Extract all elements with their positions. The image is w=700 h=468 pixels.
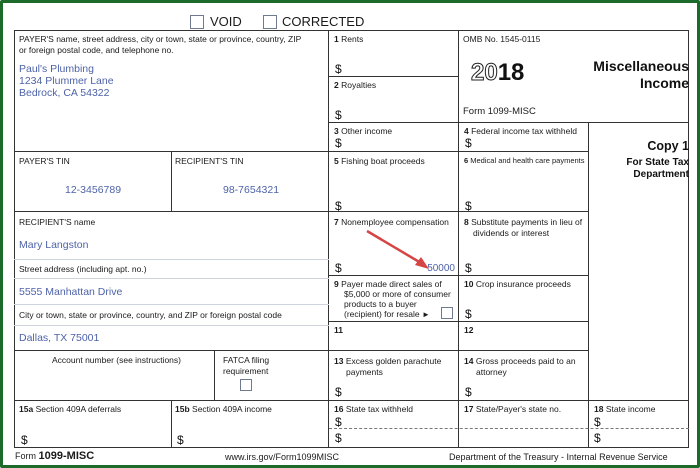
payer-city: Bedrock, CA 54322 [19, 87, 110, 99]
footer-form-prefix: Form [15, 451, 36, 461]
box-4-num: 4 [464, 126, 469, 136]
fatca-label-1: FATCA filing [223, 355, 270, 365]
form-title-line-1: Miscellaneous [593, 58, 689, 74]
box-15a-num: 15a [19, 404, 34, 414]
recipient-street-label: Street address (including apt. no.) [19, 264, 147, 274]
payer-tin: 12-3456789 [65, 184, 122, 196]
form-title-line-2: Income [639, 75, 689, 91]
box-10-dollar: $ [465, 307, 472, 321]
box-10-num: 10 [464, 279, 474, 289]
box-18-label: State income [605, 404, 656, 414]
account-label: Account number (see instructions) [52, 355, 181, 365]
box-9-label-1: Payer made direct sales of [341, 279, 442, 289]
recipient-name: Mary Langston [19, 239, 89, 251]
box-13-label-2: payments [346, 367, 383, 377]
box-14-label-1: Gross proceeds paid to an [475, 356, 576, 366]
footer-form-name: 1099-MISC [38, 450, 95, 462]
box-18-dollar-1: $ [594, 415, 601, 429]
fatca-checkbox[interactable] [240, 379, 252, 391]
form-title [563, 58, 689, 92]
box-7-dollar: $ [335, 261, 342, 275]
box-3-label: Other income [341, 126, 393, 136]
box-8-label-1: Substitute payments in lieu of [471, 217, 583, 227]
box-3-num: 3 [334, 126, 339, 136]
box-13-dollar: $ [335, 385, 342, 399]
box-1-dollar: $ [335, 62, 342, 76]
box-3-dollar: $ [335, 136, 342, 150]
box-18-dollar-2: $ [594, 431, 601, 445]
box-9-num: 9 [334, 279, 339, 289]
box-15b-label: Section 409A income [192, 404, 272, 414]
box-9-label-2: $5,000 or more of consumer [344, 289, 451, 299]
box-14-label-2: attorney [476, 367, 507, 377]
box-4-label: Federal income tax withheld [471, 126, 577, 136]
footer-dept: Department of the Treasury - Internal Revenue Service [449, 452, 668, 462]
box-15a-dollar: $ [21, 433, 28, 447]
box-2-dollar: $ [335, 108, 342, 122]
payer-street: 1234 Plummer Lane [19, 75, 114, 87]
fatca-label-2: requirement [223, 366, 269, 376]
box-5-num: 5 [334, 156, 339, 166]
box-10-label: Crop insurance proceeds [475, 279, 571, 289]
copy-designation [589, 138, 689, 181]
box-16-num: 16 [334, 404, 344, 414]
box-6-num: 6 [464, 156, 469, 165]
box-14-dollar: $ [465, 385, 472, 399]
box-9-label-4: (recipient) for resale [344, 309, 420, 319]
omb-form-name: Form 1099-MISC [463, 106, 536, 117]
box-11-num: 11 [334, 325, 343, 335]
box-13-num: 13 [334, 356, 344, 366]
box-1-label: Rents [341, 34, 364, 44]
recipient-name-label: RECIPIENT'S name [19, 217, 96, 227]
box-16-dollar-2: $ [335, 431, 342, 445]
box-8-label-2: dividends or interest [473, 228, 550, 238]
recipient-tin-label: RECIPIENT'S TIN [175, 156, 244, 166]
box-8-dollar: $ [465, 261, 472, 275]
recipient-city: Dallas, TX 75001 [19, 332, 100, 344]
corrected-checkbox[interactable] [263, 15, 277, 29]
box-6-dollar: $ [465, 199, 472, 213]
box-7-num: 7 [334, 217, 339, 227]
box-1-num: 1 [334, 34, 339, 44]
box-5-label: Fishing boat proceeds [341, 156, 425, 166]
box-4-dollar: $ [465, 136, 472, 150]
recipient-tin: 98-7654321 [223, 184, 280, 196]
box-7-label: Nonemployee compensation [341, 217, 449, 227]
box-15b-num: 15b [175, 404, 190, 414]
box-7-value: 50000 [427, 263, 455, 274]
footer-url: www.irs.gov/Form1099MISC [225, 452, 340, 462]
copy-title: Copy 1 [647, 139, 689, 153]
void-label: VOID [210, 14, 242, 29]
payer-label-2: or foreign postal code, and telephone no. [19, 45, 174, 55]
tax-year [471, 60, 524, 86]
box-5-dollar: $ [335, 199, 342, 213]
box-17-num: 17 [464, 404, 474, 414]
box-15a-label: Section 409A deferrals [35, 404, 122, 414]
box-9-arrow-icon: ► [421, 310, 430, 319]
payer-name: Paul's Plumbing [19, 63, 94, 75]
box-2-label: Royalties [341, 80, 377, 90]
box-15b-dollar: $ [177, 433, 184, 447]
recipient-street: 5555 Manhattan Drive [19, 286, 123, 298]
box-9-checkbox[interactable] [441, 307, 453, 319]
box-14-num: 14 [464, 356, 474, 366]
box-2-num: 2 [334, 80, 339, 90]
omb-number: OMB No. 1545-0115 [463, 34, 541, 44]
tax-year-prefix: 20 [471, 59, 498, 86]
void-checkbox[interactable] [190, 15, 204, 29]
box-13-label-1: Excess golden parachute [345, 356, 442, 366]
copy-sub-1: For State Tax [626, 157, 689, 168]
tax-year-suffix: 18 [497, 59, 525, 86]
recipient-city-label: City or town, state or province, country, and ZIP or foreign postal code [19, 310, 282, 320]
box-16-label: State tax withheld [345, 404, 413, 414]
box-9-label-3: products to a buyer [344, 299, 417, 309]
box-16-dollar-1: $ [335, 415, 342, 429]
corrected-label: CORRECTED [282, 14, 365, 29]
arrow-annotation-icon [363, 227, 433, 273]
box-12-num: 12 [464, 325, 474, 335]
copy-sub-2: Department [633, 169, 689, 180]
payer-tin-label: PAYER'S TIN [19, 156, 70, 166]
box-18-num: 18 [594, 404, 604, 414]
box-8-num: 8 [464, 217, 469, 227]
box-17-label: State/Payer's state no. [475, 404, 562, 414]
payer-label: PAYER'S name, street address, city or town, state or province, country, ZIP [19, 34, 302, 44]
box-6-label: Medical and health care payments [470, 156, 585, 165]
